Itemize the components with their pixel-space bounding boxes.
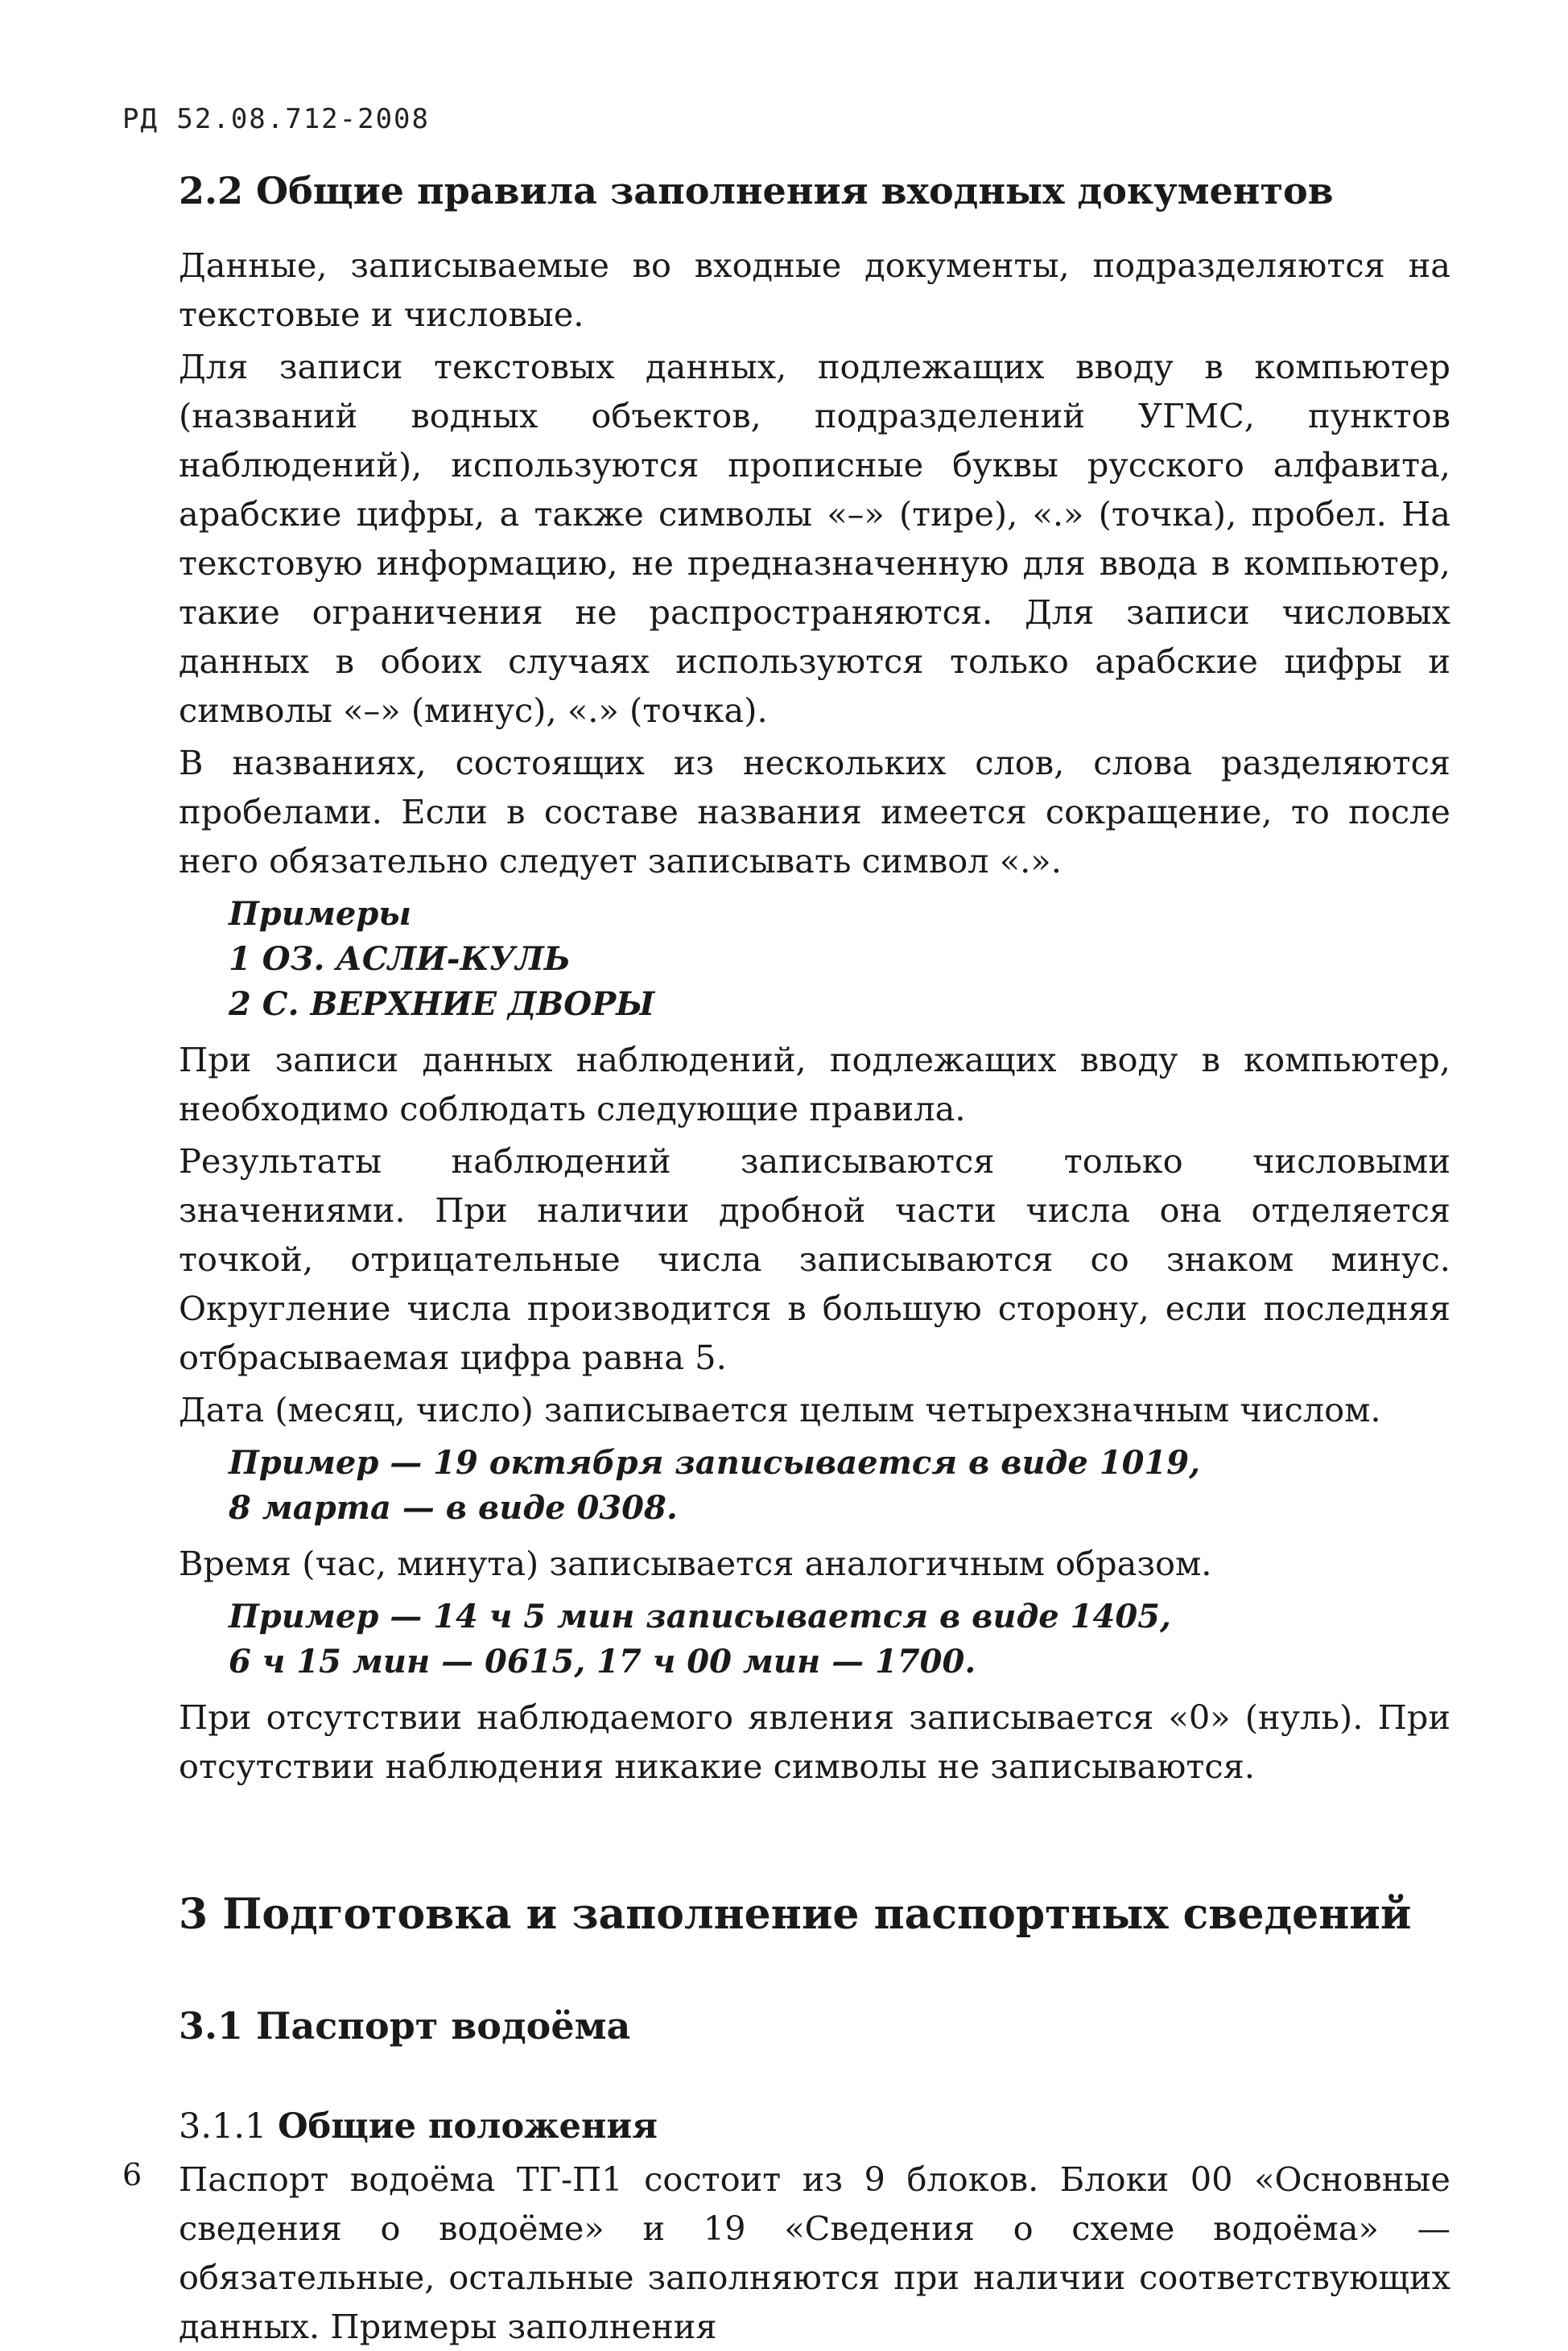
paragraph: Дата (месяц, число) записывается целым четырехзначным числом. <box>179 1390 1381 1429</box>
section-3-title: 3 Подготовка и заполнение паспортных сведений <box>179 1890 1412 1939</box>
paragraph: Для записи текстовых данных, подлежащих вводу в компьютер (названий водных объектов, подразделений УГМС, пунктов наблюдений), используются прописные буквы русского алфавита, арабские цифры, а также символы «–» (тире), «.» (точка), пробел. На текстовую информацию, не предназначенную для ввода в компьютер, такие ограничения не распространяются. Для записи числовых данных в обоих случаях используются только арабские цифры и символы «–» (минус), «.» (точка). <box>179 347 1450 730</box>
paragraph: Данные, записываемые во входные документы, подразделяются на текстовые и числовые. <box>179 245 1450 334</box>
example-line: 6 ч 15 мин — 0615, 17 ч 00 мин — 1700. <box>229 1643 976 1681</box>
page-number: 6 <box>122 2157 142 2192</box>
example-line: 2 С. ВЕРХНИЕ ДВОРЫ <box>229 985 655 1023</box>
section-3-1-1-heading <box>179 2101 1450 2151</box>
paragraph: В названиях, состоящих из нескольких слов, слова разделяются пробелами. Если в составе названия имеется сокращение, то после него обязательно следует записывать символ «.». <box>179 743 1450 881</box>
paragraph: Паспорт водоёма ТГ-П1 состоит из 9 блоков. Блоки 00 «Основные сведения о водоёме» и 19 «Сведения о схеме водоёма» — обязательные, остальные заполняются при наличии соответствующих данных. Примеры заполнения <box>179 2159 1450 2346</box>
examples-label: Примеры <box>229 895 411 933</box>
paragraph: При отсутствии наблюдаемого явления записывается «0» (нуль). При отсутствии наблюдения никакие символы не записываются. <box>179 1697 1450 1786</box>
section-3-1-1-title: Общие положения <box>278 2106 658 2147</box>
paragraph: Время (час, минута) записывается аналогичным образом. <box>179 1544 1212 1583</box>
examples-block <box>179 892 1450 1027</box>
paragraph: Результаты наблюдений записываются только числовыми значениями. При наличии дробной части числа она отделяется точкой, отрицательные числа записываются со знаком минус. Округление числа производится в большую сторону, если последняя отбрасываемая цифра равна 5. <box>179 1141 1450 1377</box>
section-3-1-title: 3.1 Паспорт водоёма <box>179 2004 631 2048</box>
example-line: Пример — 14 ч 5 мин записывается в виде 1405, <box>229 1598 1171 1635</box>
section-2-2-title: 2.2 Общие правила заполнения входных документов <box>179 169 1334 212</box>
running-header: РД 52.08.712-2008 <box>122 103 430 135</box>
example-line: 8 марта — в виде 0308. <box>229 1489 678 1527</box>
example-block-time <box>179 1594 1450 1685</box>
section-3-1-1-number: 3.1.1 <box>179 2106 267 2147</box>
example-line: 1 ОЗ. АСЛИ-КУЛЬ <box>229 940 571 978</box>
example-block-date <box>179 1441 1450 1531</box>
paragraph: При записи данных наблюдений, подлежащих вводу в компьютер, необходимо соблюдать следующие правила. <box>179 1040 1450 1128</box>
example-line: Пример — 19 октября записывается в виде 1019, <box>229 1444 1200 1482</box>
page-content <box>179 165 1450 2351</box>
